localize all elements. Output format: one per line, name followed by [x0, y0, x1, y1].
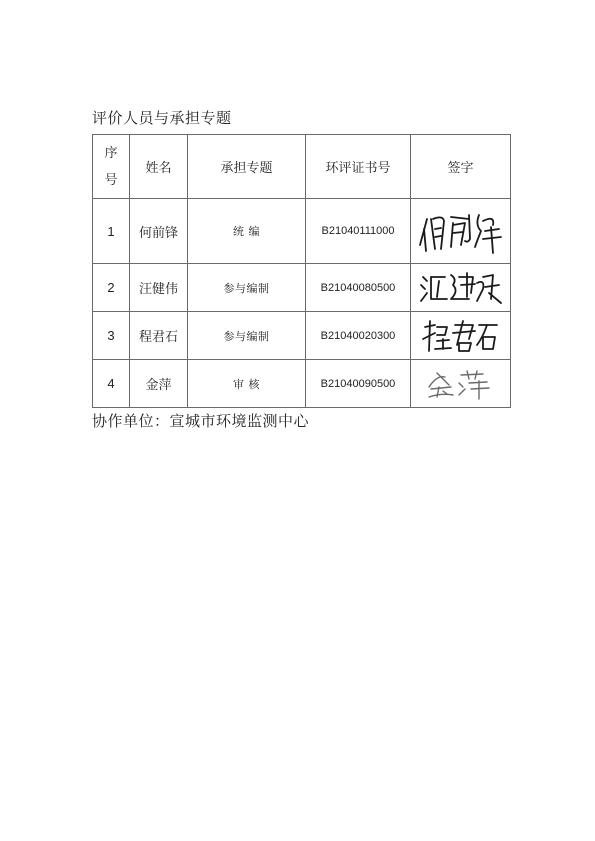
header-seq	[93, 135, 130, 199]
table-row	[93, 312, 511, 360]
row-number: 4	[93, 360, 130, 408]
signature-cell	[411, 199, 511, 264]
cooperating-unit: 协作单位：宣城市环境监测中心	[92, 412, 310, 430]
assigned-topic: 审 核	[188, 360, 306, 408]
certificate-number: B21040090500	[306, 360, 411, 408]
header-seq-line2: 号	[104, 172, 118, 188]
handwritten-signature	[419, 269, 503, 307]
signature-cell	[411, 360, 511, 408]
person-name: 汪健伟	[130, 264, 188, 312]
table-header-row	[93, 135, 511, 199]
table-row	[93, 360, 511, 408]
person-name: 程君石	[130, 312, 188, 360]
section-heading: 评价人员与承担专题	[92, 109, 232, 127]
header-seq-line1: 序	[104, 145, 118, 161]
row-number: 2	[93, 264, 130, 312]
person-name: 金萍	[130, 360, 188, 408]
header-signature: 签字	[411, 135, 511, 199]
signature-cell	[411, 264, 511, 312]
certificate-number: B21040020300	[306, 312, 411, 360]
staff-table	[92, 134, 511, 408]
handwritten-signature	[421, 317, 501, 355]
row-number: 3	[93, 312, 130, 360]
row-number: 1	[93, 199, 130, 264]
table-row	[93, 199, 511, 264]
person-name: 何前锋	[130, 199, 188, 264]
header-cert: 环评证书号	[306, 135, 411, 199]
certificate-number: B21040111000	[306, 199, 411, 264]
handwritten-signature	[425, 367, 497, 401]
assigned-topic: 参与编制	[188, 264, 306, 312]
table-row	[93, 264, 511, 312]
header-topic: 承担专题	[188, 135, 306, 199]
handwritten-signature	[417, 207, 505, 255]
assigned-topic: 参与编制	[188, 312, 306, 360]
header-name: 姓名	[130, 135, 188, 199]
certificate-number: B21040080500	[306, 264, 411, 312]
assigned-topic: 统 编	[188, 199, 306, 264]
signature-cell	[411, 312, 511, 360]
